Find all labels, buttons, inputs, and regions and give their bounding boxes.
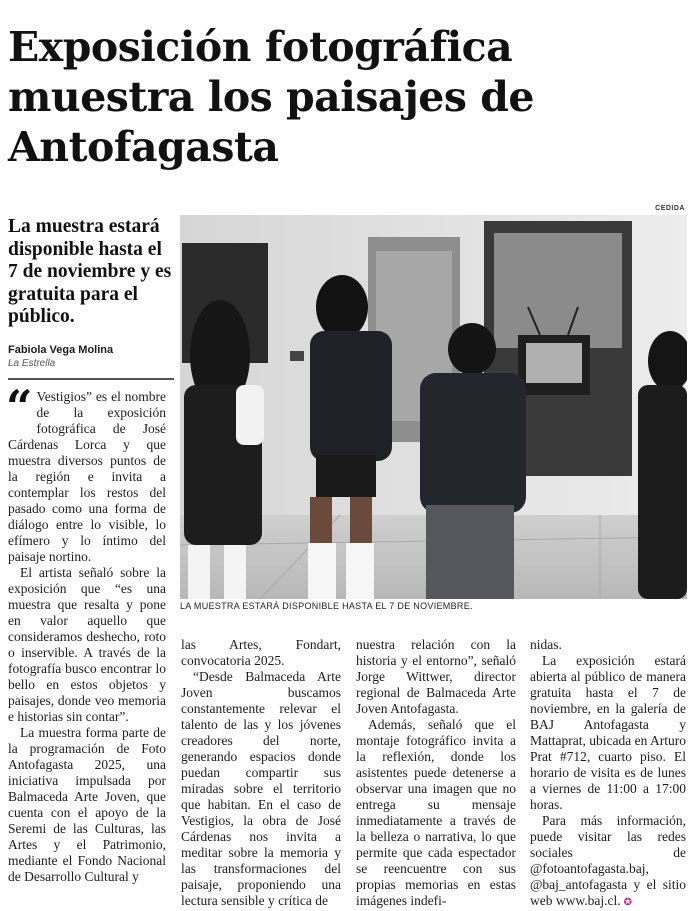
paragraph: Además, señaló que el montaje fotográfico invita a la reflexión, donde los asistentes puede detenerse a observar una imagen que no entrega su mensaje inmediatamente a través de la belleza o narrativa, lo que permite que cada espectador se reencuentre con sus propias memorias en estas imágenes indefi- — [356, 717, 516, 908]
paragraph: El artista señaló sobre la exposición que “es una muestra que resalta y pone en valor aquello que consideramos deshecho, roto o inservible. A través de la fotografía busco encontrar lo bello en estos objetos y paisajes, donde veo memoria e historias sin contar”. — [8, 565, 166, 724]
byline-author: Fabiola Vega Molina — [8, 344, 114, 356]
exhibition-photo — [180, 215, 687, 599]
article-column-2 — [181, 637, 341, 909]
photo-caption: LA MUESTRA ESTARÁ DISPONIBLE HASTA EL 7 DE NOVIEMBRE. — [180, 601, 473, 611]
divider — [8, 378, 174, 380]
exhibition-photo-illustration — [180, 215, 687, 599]
paragraph: “ Vestigios” es el nombre de la exposición fotográfica de José Cárdenas Lorca y que muestra diversos puntos de la región e invita a contemplar los restos del pasado como una forma de diálogo entre lo visible, lo efímero y lo íntimo del paisaje nortino. — [6, 380, 166, 564]
opening-quote-mark: “ — [6, 380, 33, 434]
paragraph: nuestra relación con la historia y el entorno”, señaló Jorge Wittwer, director regional de Balmaceda Arte Joven Antofagasta. — [356, 637, 516, 716]
paragraph: “Desde Balmaceda Arte Joven buscamos constantemente relevar el talento de las y los jóvenes creadores del norte, generando espacios donde puedan compartir sus miradas sobre el territorio que habitan. En el caso de Vestigios, la obra de José Cárdenas nos invita a meditar sobre la memoria y las transformaciones del paisaje, proponiendo una lectura sensible y crítica de — [181, 669, 341, 908]
deck-subtitle: La muestra estará disponible hasta el 7 de noviembre y es gratuita para el público. — [8, 216, 172, 327]
article-column-1 — [6, 380, 166, 885]
paragraph: La muestra forma parte de la programación de Foto Antofagasta 2025, una iniciativa impulsada por Balmaceda Arte Joven, que cuenta con el apoyo de la Seremi de las Culturas, las Artes y el Patrimonio, mediante el Fondo Nacional de Desarrollo Cultural y — [8, 725, 166, 884]
headline: Exposición fotográfica muestra los paisajes de Antofagasta — [8, 23, 535, 171]
byline-outlet: La Estrella — [8, 358, 56, 369]
article-column-4 — [530, 637, 686, 911]
paragraph: La exposición estará abierta al público de manera gratuita hasta el 7 de noviembre, en la galería de BAJ Antofagasta y Mattaprat, ubicada en Arturo Prat #712, cuarto piso. El horario de visita es de lunes a viernes de 11:00 a 17:00 horas. — [530, 653, 686, 812]
photo-credit: CEDIDA — [655, 205, 685, 212]
end-of-article-icon: ✪ — [623, 897, 632, 908]
paragraph: nidas. — [530, 637, 562, 652]
article-column-3 — [356, 637, 516, 909]
paragraph: las Artes, Fondart, convocatoria 2025. — [181, 637, 341, 668]
paragraph: Para más información, puede visitar las redes sociales de @fotoantofagasta.baj, @baj_antofagasta y el sitio web www.baj.cl. ✪ — [530, 813, 686, 908]
